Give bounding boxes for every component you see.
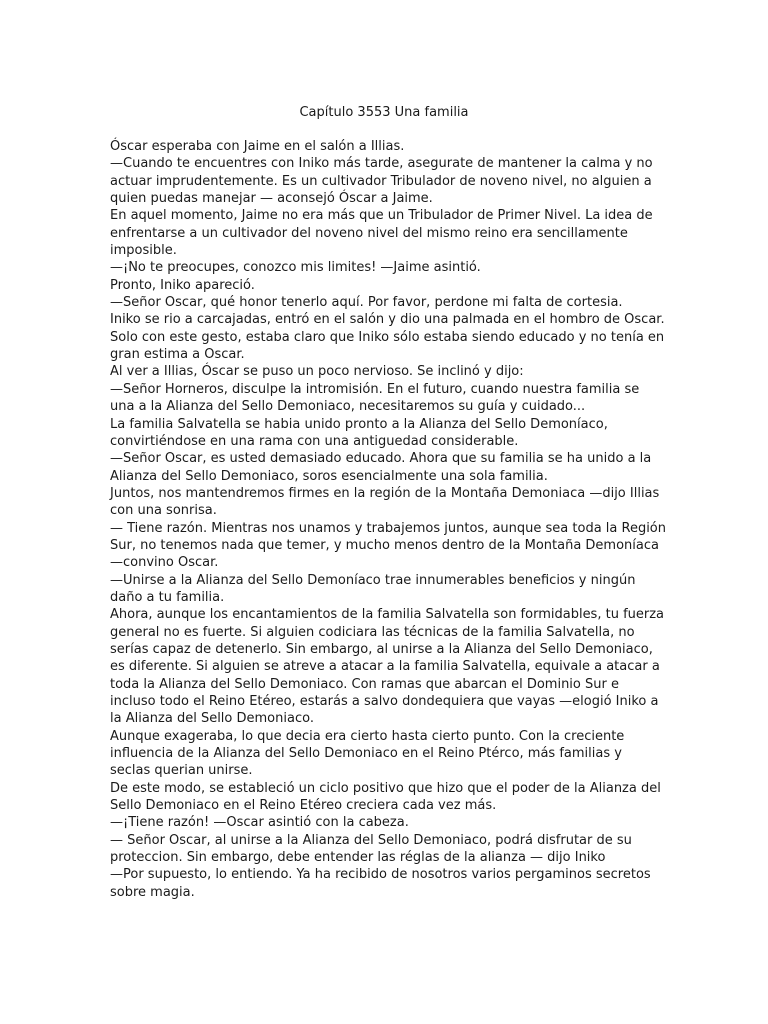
paragraph: —Cuando te encuentres con Iniko más tarde, asegurate de mantener la calma y no actuar imprudentemente. Es un cultivador Tribulador de noveno nivel, no alguien a quien puedas manejar — aconsejó Óscar a Jaime. <box>110 156 653 207</box>
chapter-title: Capítulo 3553 Una familia <box>299 105 469 120</box>
paragraph: De este modo, se estableció un ciclo positivo que hizo que el poder de la Alianza del Sello Demoniaco en el Reino Etéreo creciera cada vez más. <box>110 780 661 814</box>
chapter-body <box>110 138 666 901</box>
paragraph: — Señor Oscar, al unirse a la Alianza del Sello Demoniaco, podrá disfrutar de su proteccion. Sin embargo, debe entender las réglas de la alianza — dijo Iniko <box>110 832 632 866</box>
paragraph: —Señor Oscar, es usted demasiado educado. Ahora que su familia se ha unido a la Alianza del Sello Demoniaco, soros esencialmente una sola familia. <box>110 451 652 484</box>
paragraph: —Señor Horneros, disculpe la intromisión. En el futuro, cuando nuestra familia se una a la Alianza del Sello Demoniaco, necesitaremos su guía y cuidado... <box>110 381 640 415</box>
paragraph: En aquel momento, Jaime no era más que un Tribulador de Primer Nivel. La idea de enfrentarse a un cultivador del noveno nivel del mismo reino era sencillamente imposible. <box>110 208 653 259</box>
paragraph: Ahora, aunque los encantamientos de la familia Salvatella son formidables, tu fuerza general no es fuerte. Si alguien codiciara las técnicas de la familia Salvatella, no serías capaz de detenerlo. Sin embargo, al unirse a la Alianza del Sello Demoniaco, es diferente. Si alguien se atreve a atacar a la familia Salvatella, equivale a atacar a toda la Alianza del Sello Demoniaco. Con ramas que abarcan el Dominio Sur e incluso todo el Reino Etéreo, estarás a salvo dondequiera que vayas —elogió Iniko a la Alianza del Sello Demoniaco. <box>110 607 665 727</box>
paragraph: Óscar esperaba con Jaime en el salón a Illias. <box>110 139 405 154</box>
paragraph: Al ver a Illias, Óscar se puso un poco nervioso. Se inclinó y dijo: <box>110 364 524 380</box>
paragraph: —Señor Oscar, qué honor tenerlo aquí. Por favor, perdone mi falta de cortesia. <box>110 295 623 311</box>
paragraph: La familia Salvatella se habia unido pronto a la Alianza del Sello Demoníaco, convirtiéndose en una rama con una antiguedad considerable. <box>110 416 608 449</box>
paragraph: Pronto, Iniko apareció. <box>110 277 255 293</box>
paragraph: —¡Tiene razón! —Oscar asintió con la cabeza. <box>110 815 409 831</box>
paragraph: —Por supuesto, lo entiendo. Ya ha recibido de nosotros varios pergaminos secretos sobre magia. <box>110 867 651 900</box>
paragraph: — Tiene razón. Mientras nos unamos y trabajemos juntos, aunque sea toda la Región Sur, no tenemos nada que temer, y mucho menos dentro de la Montaña Demoníaca —convino Oscar. <box>110 520 667 571</box>
paragraph: Iniko se rio a carcajadas, entró en el salón y dio una palmada en el hombro de Oscar. Solo con este gesto, estaba claro que Iniko sólo estaba siendo educado y no tenía en gran estima a Oscar. <box>110 312 665 363</box>
paragraph: —Unirse a la Alianza del Sello Demoníaco trae innumerables beneficios y ningún daño a tu familia. <box>110 572 636 605</box>
paragraph: Aunque exageraba, lo que decia era cierto hasta cierto punto. Con la creciente influencia de la Alianza del Sello Demoniaco en el Reino Ptérco, más familias y seclas querian unirse. <box>110 728 625 779</box>
paragraph: —¡No te preocupes, conozco mis limites! —Jaime asintió. <box>110 260 481 276</box>
paragraph: Juntos, nos mantendremos firmes en la región de la Montaña Demoniaca —dijo Illias con una sonrisa. <box>110 485 660 519</box>
